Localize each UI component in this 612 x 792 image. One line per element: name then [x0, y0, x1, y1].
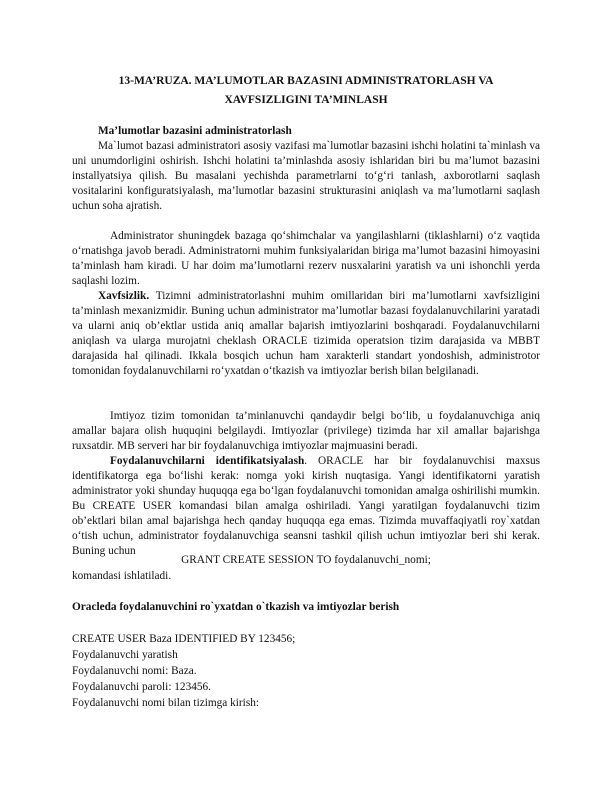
- code-line: Foydalanuvchi paroli: 123456.: [72, 681, 211, 693]
- grant-command-note: komandasi ishlatiladi.: [72, 570, 172, 582]
- identification-lead: Foydalanuvchilarni identifikatsiyalash: [110, 455, 305, 467]
- code-line: Foydalanuvchi nomi: Baza.: [72, 665, 197, 677]
- paragraph-privileges: Imtiyoz tizim tomonidan ta’minlanuvchi qandaydir belgi bo‘lib, u foydalanuvchiga aniq amallar bajara olish huquqini belgilaydi. Imtiyozlar (privilege) tizimda har xil amallar bajarishga ruxsatdir. MB serveri har bir foydalanuvchiga imtiyozlar majmuasini beradi.: [72, 410, 540, 452]
- paragraph-admin-duties: Ma`lumot bazasi administratori asosiy vazifasi ma`lumotlar bazasini ishchi holatini ta`minlash va uni unumdorligini oshirish. Ishchi holatini ta’minlashda asosiy ishlaridan biri bu ma’lumot bazasini installyatsiya qilish. Bu masalani yechishda parametrlarni to‘g‘ri tanlash, axborotlarni saqlash vositalarini konfiguratsiyalash, ma’lumotlar bazasini strukturasini aniqlash va ma’lumotlarni saqlash uchun soha ajratish.: [72, 140, 540, 212]
- security-lead: Xavfsizlik.: [98, 290, 150, 302]
- lecture-title-line1: 13-MA’RUZA. MA’LUMOTLAR BAZASINI ADMINISTRATORLASH VA: [118, 75, 494, 87]
- grant-command: GRANT CREATE SESSION TO foydalanuvchi_nomi;: [181, 554, 431, 566]
- identification-text: . ORACLE har bir foydalanuvchisi maxsus identifikatorga ega bo‘lishi kerak: nomga yoki kirish nuqtasiga. Yangi identifikatorni yaratish administrator yoki shunday huquqqa ega bo‘lgan foydalanuvchi tomonidan amalga oshirilishi mumkin. Bu CREATE USER komandasi bilan amalga oshiriladi. Yangi yaratilgan foydalanuvchi tizim ob’ektlari bilan amal bajarishga hech qanday huquqqa ega emas. Tizimda muvaffaqiyatli roy`xatdan o‘tish uchun, administrator foydalanuvchiga seansni tashkil qilish uchun imtiyozlar beri shi kerak. Buning uchun: [72, 455, 541, 557]
- code-line: CREATE USER Baza IDENTIFIED BY 123456;: [72, 633, 296, 645]
- section-heading-registration: [72, 600, 399, 615]
- security-text: Tizimni administratorlashni muhim omillaridan biri ma’lumotlarni xavfsizligini ta’minlash mexanizmidir. Buning uchun administrator ma’lumotlar bazasi foydalanuvchilarini yaratadi va ularni aniq ob’ektlar ustida aniq amallar bajarish imtiyozlarini boshqaradi. Foydalanuvchilarni aniqlash va ularga murojatni cheklash ORACLE tizimida operatsion tizim darajasida va MBBT darajasida hal qilinadi. Ikkala bosqich uchun ham xarakterli standart yondoshish, administrotor tomonidan foydalanuvchilarni ro‘yxatdan o‘tkazish va imtiyozlar berish bilan belgilanadi.: [72, 290, 540, 377]
- section-heading-administration: [72, 124, 540, 139]
- section-heading-text: Oracleda foydalanuvchini ro`yxatdan o`tkazish va imtiyozlar berish: [72, 601, 400, 613]
- paragraph-identification: [72, 454, 540, 559]
- lecture-title-line2: XAVFSIZLIGINI TA’MINLASH: [224, 94, 388, 106]
- code-line: Foydalanuvchi yaratish: [72, 649, 178, 661]
- section-heading-text: Ma’lumotlar bazasini administratorlash: [98, 125, 292, 137]
- paragraph-admin-backup: Administrator shuningdek bazaga qo‘shimchalar va yangilashlarni (tiklashlarni) o‘z vaqtida o‘rnatishga javob beradi. Administratorni muhim funksiyalaridan biriga ma’lumot bazasini himoyasini ta’minlash ham kiradi. U har doim ma’lumotlarni rezerv nusxalarini yaratish va uni ishonchli yerda saqlashi lozim.: [72, 230, 540, 287]
- paragraph-security: [72, 289, 540, 379]
- code-line: Foydalanuvchi nomi bilan tizimga kirish:: [72, 697, 259, 709]
